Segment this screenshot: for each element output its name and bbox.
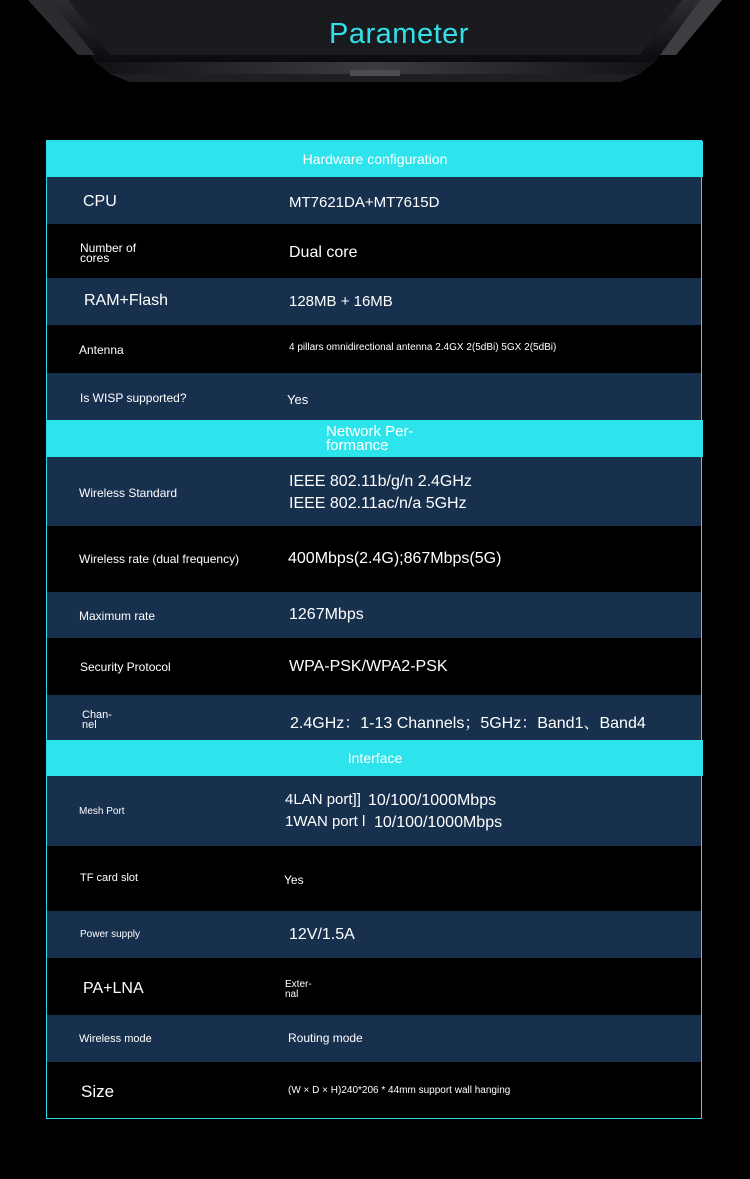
mesh-lan-speed: 10/100/1000Mbps [368,792,497,809]
maximum-rate-value: 1267Mbps [289,606,364,623]
security-protocol-label: Security Protocol [80,660,171,674]
row-wireless-rate [47,526,701,592]
pa-lna-value-line2: nal [285,989,299,1000]
size-value: (W × D × H)240*206 * 44mm support wall hanging [288,1085,511,1096]
row-channel [47,695,701,740]
wireless-rate-label: Wireless rate (dual frequency) [79,552,240,566]
row-cores [47,224,701,278]
row-security-protocol [47,638,701,695]
mesh-wan-speed: 10/100/1000Mbps [374,814,503,831]
wireless-standard-label: Wireless Standard [79,486,178,500]
row-ram-flash [47,278,701,325]
channel-label-line2: nel [82,719,97,731]
mesh-wan-prefix: 1WAN port l [285,813,366,830]
pa-lna-value-line1: Exter- [285,979,312,990]
cpu-label: CPU [83,193,117,210]
cores-label-line2: cores [80,251,110,265]
security-protocol-value: WPA-PSK/WPA2-PSK [289,658,448,675]
row-antenna [47,325,701,373]
section-interface-header [47,740,703,776]
cores-value: Dual core [289,244,358,261]
wireless-mode-value: Routing mode [288,1031,363,1045]
row-wireless-mode [47,1015,701,1062]
wisp-label: Is WISP supported? [80,391,187,405]
wireless-standard-value-line1: IEEE 802.11b/g/n 2.4GHz [289,473,472,490]
ram-flash-label: RAM+Flash [84,292,169,309]
row-cpu [47,177,701,224]
spec-table [46,140,702,1119]
cpu-value: MT7621DA+MT7615D [289,194,440,211]
tf-card-slot-value: Yes [284,873,304,887]
wireless-rate-value: 400Mbps(2.4G);867Mbps(5G) [288,550,502,567]
cores-label-line1: Number of [80,241,137,255]
ram-flash-value: 128MB + 16MB [289,293,393,310]
antenna-value: 4 pillars omnidirectional antenna 2.4GX 2(5dBi) 5GX 2(5dBi) [289,342,557,353]
pa-lna-label: PA+LNA [83,980,144,997]
page-title: Parameter [329,18,469,50]
tf-card-slot-label: TF card slot [80,872,139,884]
section-hardware-title: Hardware configuration [302,151,448,167]
antenna-label: Antenna [79,343,124,357]
section-network-title-line2: formance [326,437,389,454]
maximum-rate-label: Maximum rate [79,609,156,623]
row-maximum-rate [47,592,701,638]
section-network-header [47,420,703,457]
channel-label-line1: Chan- [82,709,112,721]
row-size [47,1062,701,1118]
row-tf-card-slot [47,846,701,911]
row-power-supply [47,911,701,958]
power-supply-label: Power supply [80,929,141,940]
section-network-title-line1: Network Per- [326,423,414,440]
wisp-value: Yes [287,392,309,407]
size-label: Size [81,1082,115,1101]
section-hardware-header [47,141,703,177]
row-wisp [47,373,701,420]
channel-value: 2.4GHz：1-13 Channels；5GHz：Band1、Band4 [290,715,646,732]
wireless-standard-value-line2: IEEE 802.11ac/n/a 5GHz [289,495,467,512]
mesh-lan-prefix: 4LAN port]] [285,791,361,808]
power-supply-value: 12V/1.5A [289,926,355,943]
section-interface-title: Interface [347,750,403,766]
mesh-port-label: Mesh Port [79,806,125,817]
wireless-mode-label: Wireless mode [79,1033,152,1045]
row-wireless-standard [47,457,701,526]
row-pa-lna [47,958,701,1015]
row-mesh-port [47,776,701,846]
